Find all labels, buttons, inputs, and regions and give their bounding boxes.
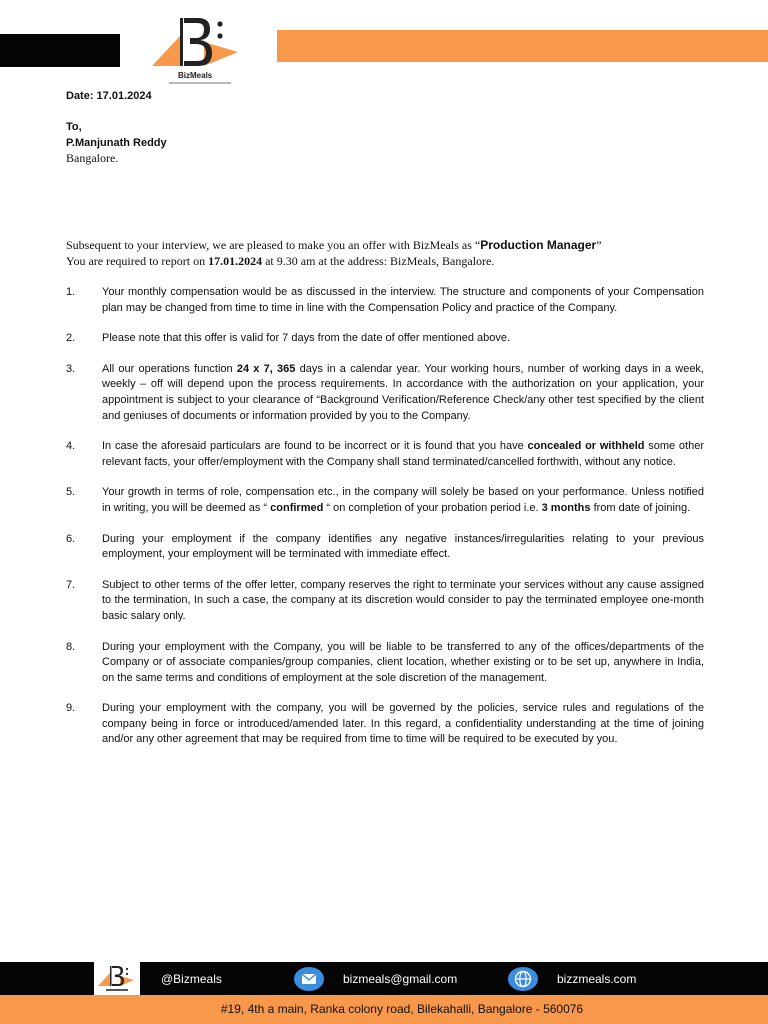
clause-text-pre: All our operations function — [102, 362, 237, 375]
recipient-name: P.Manjunath Reddy — [66, 136, 167, 149]
clause-number: 6. — [66, 532, 76, 545]
position-title: Production Manager — [480, 238, 597, 252]
clause-number: 5. — [66, 486, 76, 499]
recipient-block — [66, 120, 167, 167]
clause-number: 4. — [66, 440, 76, 453]
clause-text-post: days in a calendar year. Your working hours, number of working days in a week, weekly – off will depend upon the process requirements. In accordance with the authorization on your application, your appointment is subject to your clearance of “Background Verification/Reference Check/any other test specified by the client and geniuses of documents or information provided by you to the Company. — [102, 362, 704, 422]
clause-text: Your monthly compensation would be as discussed in the interview. The structure and components of your Compensation plan may be changed from time to time in line with the Compensation Policy and practice of the Company. — [102, 286, 704, 314]
clause-text-pre: In case the aforesaid particulars are found to be incorrect or it is found that you have — [102, 440, 528, 453]
footer-social-handle[interactable]: @Bizmeals — [161, 972, 222, 986]
footer-email[interactable]: bizmeals@gmail.com — [343, 972, 458, 986]
clause-text-bold: concealed or withheld — [527, 440, 645, 453]
clause-7 — [66, 578, 704, 625]
clause-1 — [66, 285, 704, 316]
logo-tagline — [169, 82, 231, 84]
clause-text: During your employment with the Company, you will be liable to be transferred to any of the offices/departments of the Company or of associate companies/group companies, client location, whether existing or to be set up, anywhere in India, on the same terms and conditions of employment at the sole discretion of the management. — [102, 640, 704, 684]
clause-number: 8. — [66, 640, 76, 653]
clause-6 — [66, 532, 704, 563]
intro-suffix: ” — [596, 238, 602, 252]
clause-text-bold: confirmed — [270, 501, 324, 514]
email-icon — [294, 966, 324, 992]
report-suffix: at 9.30 am at the address: BizMeals, Bangalore. — [262, 253, 495, 268]
bizmeals-logo — [140, 8, 252, 90]
clause-text-post: some other relevant facts, your offer/employment with the Company shall stand terminated/cancelled forthwith, without any notice. — [102, 440, 704, 468]
clause-text: Subject to other terms of the offer letter, company reserves the right to terminate your services without any cause assigned to the termination, In such a case, the company at its discretion would consider to pay the terminated employee one-month basic salary only. — [102, 578, 704, 622]
report-line — [66, 254, 706, 270]
clause-text: Please note that this offer is valid for 7 days from the date of offer mentioned above. — [102, 332, 511, 345]
clause-number: 9. — [66, 702, 76, 715]
logo-wordmark: BizMeals — [178, 71, 213, 80]
clause-text-bold: 24 x 7, 365 — [236, 362, 296, 375]
clause-text-bold-2: 3 months — [541, 501, 591, 514]
clause-4 — [66, 439, 704, 470]
header-black-block — [0, 34, 120, 67]
recipient-city: Bangalore. — [66, 151, 119, 165]
clause-8 — [66, 640, 704, 687]
clause-3 — [66, 362, 704, 424]
letter-date: Date: 17.01.2024 — [66, 90, 152, 102]
footer-logo — [94, 962, 140, 995]
offer-intro — [66, 238, 706, 269]
globe-icon — [508, 966, 538, 992]
clause-5 — [66, 485, 704, 516]
clause-text-pre: Your growth in terms of role, compensation etc., in the company will solely be based on your performance. Unless notified in writing, you will be deemed as “ — [102, 486, 704, 514]
clause-9 — [66, 701, 704, 748]
clause-number: 1. — [66, 286, 76, 298]
clause-text-post: from date of joining. — [590, 501, 691, 514]
intro-prefix: Subsequent to your interview, we are pleased to make you an offer with BizMeals as “ — [66, 238, 481, 252]
report-date: 17.01.2024 — [208, 253, 263, 268]
clause-text: During your employment with the company, you will be governed by the policies, service rules and regulations of the company being in force or introduced/amended later. In this regard, a confidentiality understanding at the time of joining and/or any other agreement that may be required from time to time will be required to be executed by you. — [102, 702, 704, 746]
footer-address: #19, 4th a main, Ranka colony road, Bilekahalli, Bangalore - 560076 — [220, 1002, 584, 1016]
clause-text: During your employment if the company identifies any negative instances/irregularities relating to your previous employment, your employment will be terminated with immediate effect. — [102, 532, 704, 561]
offer-line — [66, 238, 706, 254]
header-orange-bar — [277, 30, 768, 62]
clause-2 — [66, 331, 704, 347]
clause-number: 7. — [66, 578, 76, 591]
clause-number: 3. — [66, 362, 76, 375]
salutation-to: To, — [66, 121, 82, 133]
clause-number: 2. — [66, 332, 76, 345]
report-prefix: You are required to report on — [66, 253, 209, 268]
clause-text-mid: “ on completion of your probation period i.e. — [323, 501, 542, 514]
footer-website[interactable]: bizzmeals.com — [557, 972, 637, 986]
terms-list — [66, 285, 704, 763]
